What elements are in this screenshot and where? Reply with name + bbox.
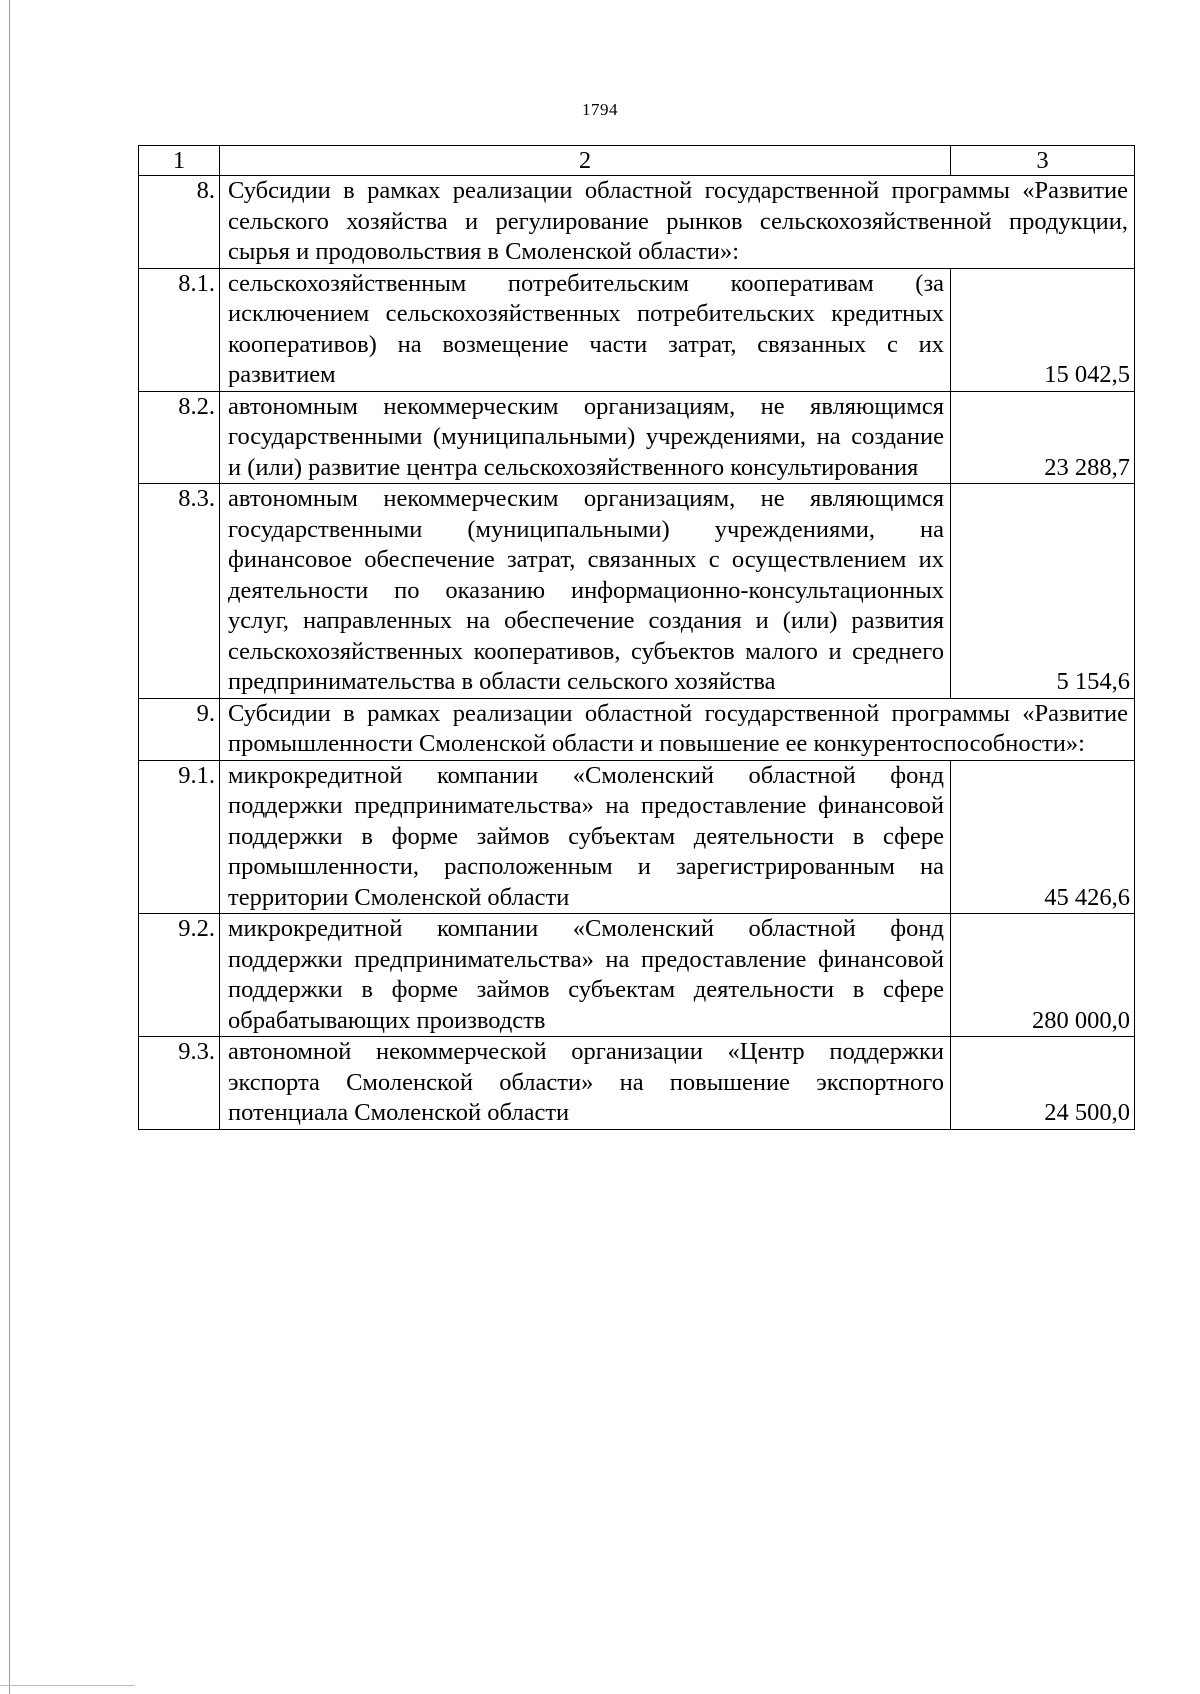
table-row-9-2 bbox=[139, 914, 1135, 1037]
row-amount: 45 426,6 bbox=[951, 760, 1135, 914]
table-row-9-3 bbox=[139, 1037, 1135, 1130]
section-title: Субсидии в рамках реализации областной государственной программы «Развитие промышленности Смоленской области и повышение ее конкурентоспособности»: bbox=[220, 698, 1135, 760]
row-number: 9.3. bbox=[139, 1037, 220, 1130]
table-row-8-1 bbox=[139, 268, 1135, 391]
table-row-8-3 bbox=[139, 484, 1135, 699]
table-row-8-2 bbox=[139, 391, 1135, 484]
table-row-section-9 bbox=[139, 698, 1135, 760]
row-number: 9.2. bbox=[139, 914, 220, 1037]
row-number: 8.1. bbox=[139, 268, 220, 391]
row-number: 8. bbox=[139, 176, 220, 269]
subsidies-table bbox=[138, 145, 1135, 1130]
row-description: микрокредитной компании «Смоленский областной фонд поддержки предпринимательства» на предоставление финансовой поддержки в форме займов субъектам деятельности в сфере обрабатывающих производств bbox=[220, 914, 951, 1037]
header-col-2: 2 bbox=[220, 146, 951, 176]
row-description: автономным некоммерческим организациям, не являющимся государственными (муниципальными) учреждениями, на создание и (или) развитие центра сельскохозяйственного консультирования bbox=[220, 391, 951, 484]
header-col-1: 1 bbox=[139, 146, 220, 176]
row-amount: 280 000,0 bbox=[951, 914, 1135, 1037]
row-number: 9.1. bbox=[139, 760, 220, 914]
table-header-row bbox=[139, 146, 1135, 176]
row-description: автономным некоммерческим организациям, не являющимся государственными (муниципальными) учреждениями, на финансовое обеспечение затрат, связанных с осуществлением их деятельности по оказанию информационно-консультационных услуг, направленных на обеспечение создания и (или) развития сельскохозяйственных кооперативов, субъектов малого и среднего предпринимательства в области сельского хозяйства bbox=[220, 484, 951, 699]
row-amount: 23 288,7 bbox=[951, 391, 1135, 484]
header-col-3: 3 bbox=[951, 146, 1135, 176]
table-row-section-8 bbox=[139, 176, 1135, 269]
row-number: 8.2. bbox=[139, 391, 220, 484]
page-number: 1794 bbox=[582, 100, 618, 119]
row-description: микрокредитной компании «Смоленский областной фонд поддержки предпринимательства» на предоставление финансовой поддержки в форме займов субъектам деятельности в сфере промышленности, расположенным и зарегистрированным на территории Смоленской области bbox=[220, 760, 951, 914]
scan-left-edge bbox=[9, 0, 10, 1694]
row-number: 8.3. bbox=[139, 484, 220, 699]
table-row-9-1 bbox=[139, 760, 1135, 914]
row-description: автономной некоммерческой организации «Центр поддержки экспорта Смоленской области» на повышение экспортного потенциала Смоленской области bbox=[220, 1037, 951, 1130]
row-number: 9. bbox=[139, 698, 220, 760]
row-amount: 24 500,0 bbox=[951, 1037, 1135, 1130]
row-amount: 5 154,6 bbox=[951, 484, 1135, 699]
scan-bottom-line bbox=[0, 1685, 135, 1686]
section-title: Субсидии в рамках реализации областной государственной программы «Развитие сельского хозяйства и регулирование рынков сельскохозяйственной продукции, сырья и продовольствия в Смоленской области»: bbox=[220, 176, 1135, 269]
row-description: сельскохозяйственным потребительским кооперативам (за исключением сельскохозяйственных потребительских кредитных кооперативов) на возмещение части затрат, связанных с их развитием bbox=[220, 268, 951, 391]
row-amount: 15 042,5 bbox=[951, 268, 1135, 391]
